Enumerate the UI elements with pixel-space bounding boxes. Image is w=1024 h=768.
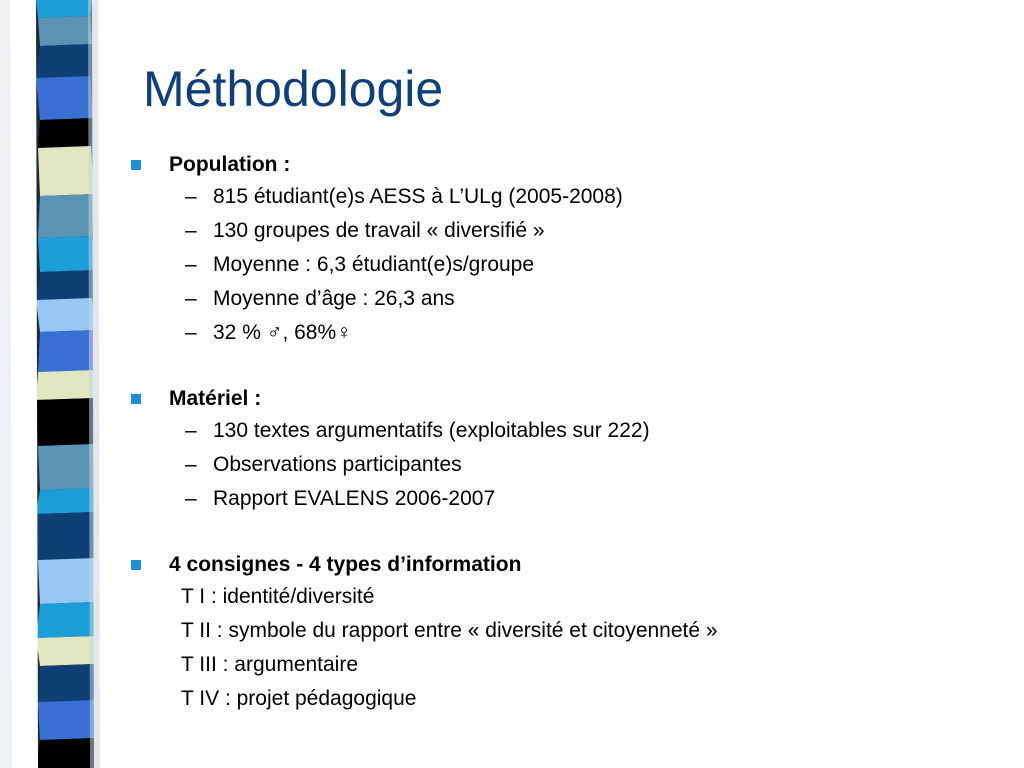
list-item [128, 448, 1008, 482]
list-item [128, 414, 1008, 448]
square-bullet-icon [131, 560, 141, 570]
slide-title: Méthodologie [143, 61, 444, 117]
section-heading-materiel [128, 384, 1008, 414]
list-item [128, 482, 1008, 516]
dash-bullet: – [185, 219, 197, 242]
list-item-text: Rapport EVALENS 2006-2007 [213, 487, 496, 510]
list-item [128, 248, 1008, 282]
spacer [128, 350, 1008, 384]
list-item: T III : argumentaire [181, 653, 359, 676]
list-item [128, 282, 1008, 316]
list-item-text: Moyenne : 6,3 étudiant(e)s/groupe [213, 253, 535, 276]
slide-body [128, 150, 1008, 716]
dash-bullet: – [185, 419, 197, 442]
section-heading-consignes [128, 550, 1008, 580]
dash-bullet: – [185, 185, 197, 208]
dash-bullet: – [185, 487, 197, 510]
list-item-text: Observations participantes [213, 453, 462, 476]
list-item-text: 32 % ♂, 68%♀ [213, 321, 352, 344]
section-heading-label: Matériel : [169, 387, 262, 410]
square-bullet-icon [131, 394, 141, 404]
list-item-text: 815 étudiant(e)s AESS à L’ULg (2005-2008) [213, 185, 623, 208]
square-bullet-icon [131, 160, 141, 170]
list-item [128, 180, 1008, 214]
list-item: T IV : projet pédagogique [181, 687, 417, 710]
section-heading-population [128, 150, 1008, 180]
list-item [128, 316, 1008, 350]
decorative-stripe-bar [0, 0, 120, 768]
section-heading-label: Population : [169, 153, 291, 176]
dash-bullet: – [185, 253, 197, 276]
dash-bullet: – [185, 321, 197, 344]
section-heading-label: 4 consignes - 4 types d’information [169, 553, 522, 576]
list-item: T II : symbole du rapport entre « diversité et citoyenneté » [181, 619, 718, 642]
list-item-text: 130 groupes de travail « diversifié » [213, 219, 545, 242]
dash-bullet: – [185, 453, 197, 476]
spacer [128, 516, 1008, 550]
list-item [128, 214, 1008, 248]
list-item-text: Moyenne d’âge : 26,3 ans [213, 287, 455, 310]
list-item-text: 130 textes argumentatifs (exploitables sur 222) [213, 419, 650, 442]
list-item: T I : identité/diversité [181, 585, 375, 608]
dash-bullet: – [185, 287, 197, 310]
